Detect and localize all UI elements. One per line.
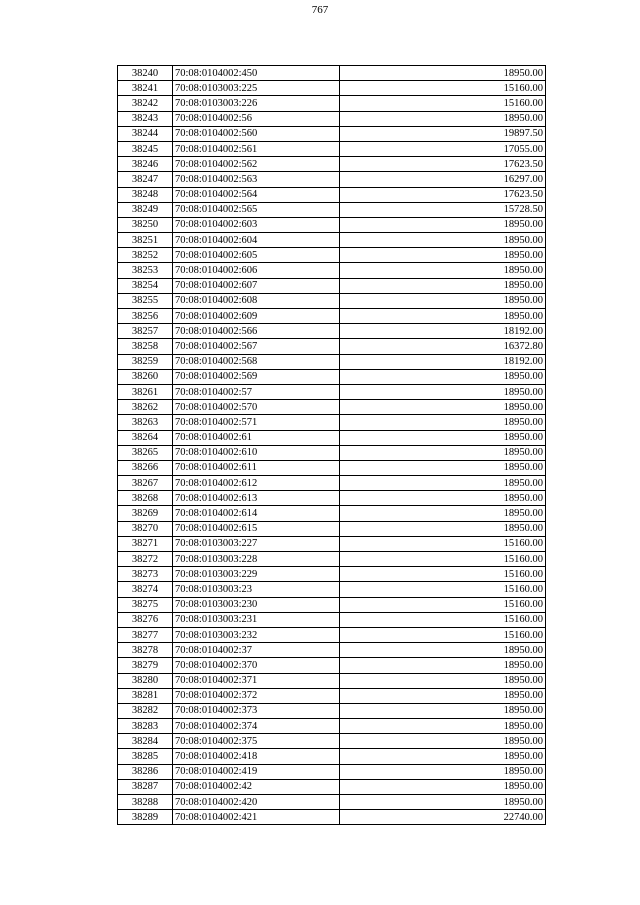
row-number-cell: 38260 <box>118 369 173 384</box>
row-number-cell: 38258 <box>118 339 173 354</box>
row-number-cell: 38242 <box>118 96 173 111</box>
value-cell: 18950.00 <box>340 795 546 810</box>
cadastral-number-cell: 70:08:0103003:226 <box>173 96 340 111</box>
row-number-cell: 38268 <box>118 491 173 506</box>
table-row <box>118 643 546 658</box>
cadastral-number-cell: 70:08:0104002:607 <box>173 278 340 293</box>
value-cell: 18950.00 <box>340 248 546 263</box>
table-row <box>118 81 546 96</box>
row-number-cell: 38240 <box>118 66 173 81</box>
row-number-cell: 38289 <box>118 810 173 825</box>
value-cell: 18950.00 <box>340 719 546 734</box>
registry-table-body <box>118 66 546 825</box>
table-row <box>118 202 546 217</box>
table-row <box>118 703 546 718</box>
cadastral-number-cell: 70:08:0104002:56 <box>173 111 340 126</box>
value-cell: 18192.00 <box>340 324 546 339</box>
value-cell: 18950.00 <box>340 263 546 278</box>
cadastral-number-cell: 70:08:0104002:374 <box>173 719 340 734</box>
row-number-cell: 38278 <box>118 643 173 658</box>
cadastral-number-cell: 70:08:0104002:419 <box>173 764 340 779</box>
table-row <box>118 339 546 354</box>
row-number-cell: 38287 <box>118 779 173 794</box>
value-cell: 15728.50 <box>340 202 546 217</box>
value-cell: 15160.00 <box>340 552 546 567</box>
cadastral-number-cell: 70:08:0104002:370 <box>173 658 340 673</box>
row-number-cell: 38252 <box>118 248 173 263</box>
cadastral-number-cell: 70:08:0104002:609 <box>173 309 340 324</box>
value-cell: 17623.50 <box>340 157 546 172</box>
value-cell: 18950.00 <box>340 703 546 718</box>
cadastral-number-cell: 70:08:0104002:450 <box>173 66 340 81</box>
row-number-cell: 38264 <box>118 430 173 445</box>
row-number-cell: 38241 <box>118 81 173 96</box>
table-row <box>118 521 546 536</box>
row-number-cell: 38247 <box>118 172 173 187</box>
value-cell: 18950.00 <box>340 309 546 324</box>
row-number-cell: 38248 <box>118 187 173 202</box>
table-row <box>118 552 546 567</box>
value-cell: 18950.00 <box>340 779 546 794</box>
table-row <box>118 445 546 460</box>
row-number-cell: 38277 <box>118 627 173 642</box>
table-row <box>118 187 546 202</box>
cadastral-number-cell: 70:08:0104002:372 <box>173 688 340 703</box>
registry-table <box>117 65 546 825</box>
table-row <box>118 612 546 627</box>
cadastral-number-cell: 70:08:0104002:604 <box>173 233 340 248</box>
cadastral-number-cell: 70:08:0103003:232 <box>173 627 340 642</box>
row-number-cell: 38275 <box>118 597 173 612</box>
table-row <box>118 673 546 688</box>
value-cell: 18950.00 <box>340 445 546 460</box>
row-number-cell: 38269 <box>118 506 173 521</box>
value-cell: 18950.00 <box>340 217 546 232</box>
value-cell: 18950.00 <box>340 506 546 521</box>
value-cell: 16372.80 <box>340 339 546 354</box>
row-number-cell: 38259 <box>118 354 173 369</box>
table-row <box>118 233 546 248</box>
row-number-cell: 38263 <box>118 415 173 430</box>
value-cell: 18950.00 <box>340 278 546 293</box>
table-row <box>118 779 546 794</box>
cadastral-number-cell: 70:08:0104002:569 <box>173 369 340 384</box>
row-number-cell: 38283 <box>118 719 173 734</box>
table-row <box>118 476 546 491</box>
value-cell: 18950.00 <box>340 400 546 415</box>
value-cell: 15160.00 <box>340 567 546 582</box>
table-row <box>118 384 546 399</box>
table-row <box>118 415 546 430</box>
table-row <box>118 354 546 369</box>
row-number-cell: 38257 <box>118 324 173 339</box>
row-number-cell: 38279 <box>118 658 173 673</box>
value-cell: 18950.00 <box>340 369 546 384</box>
table-row <box>118 597 546 612</box>
table-row <box>118 263 546 278</box>
value-cell: 18950.00 <box>340 643 546 658</box>
row-number-cell: 38246 <box>118 157 173 172</box>
row-number-cell: 38255 <box>118 293 173 308</box>
value-cell: 18950.00 <box>340 658 546 673</box>
cadastral-number-cell: 70:08:0104002:608 <box>173 293 340 308</box>
cadastral-number-cell: 70:08:0104002:613 <box>173 491 340 506</box>
value-cell: 18192.00 <box>340 354 546 369</box>
table-row <box>118 688 546 703</box>
table-row <box>118 369 546 384</box>
cadastral-number-cell: 70:08:0104002:615 <box>173 521 340 536</box>
value-cell: 18950.00 <box>340 415 546 430</box>
table-row <box>118 719 546 734</box>
row-number-cell: 38251 <box>118 233 173 248</box>
cadastral-number-cell: 70:08:0103003:229 <box>173 567 340 582</box>
cadastral-number-cell: 70:08:0103003:230 <box>173 597 340 612</box>
value-cell: 18950.00 <box>340 233 546 248</box>
value-cell: 18950.00 <box>340 476 546 491</box>
row-number-cell: 38254 <box>118 278 173 293</box>
cadastral-number-cell: 70:08:0104002:612 <box>173 476 340 491</box>
row-number-cell: 38280 <box>118 673 173 688</box>
cadastral-number-cell: 70:08:0103003:225 <box>173 81 340 96</box>
row-number-cell: 38270 <box>118 521 173 536</box>
table-row <box>118 795 546 810</box>
value-cell: 18950.00 <box>340 460 546 475</box>
table-row <box>118 309 546 324</box>
table-row <box>118 111 546 126</box>
table-row <box>118 96 546 111</box>
row-number-cell: 38261 <box>118 384 173 399</box>
table-row <box>118 536 546 551</box>
table-row <box>118 324 546 339</box>
cadastral-number-cell: 70:08:0104002:421 <box>173 810 340 825</box>
cadastral-number-cell: 70:08:0104002:371 <box>173 673 340 688</box>
value-cell: 18950.00 <box>340 491 546 506</box>
cadastral-number-cell: 70:08:0104002:614 <box>173 506 340 521</box>
table-row <box>118 810 546 825</box>
table-row <box>118 66 546 81</box>
value-cell: 15160.00 <box>340 81 546 96</box>
row-number-cell: 38245 <box>118 141 173 156</box>
value-cell: 18950.00 <box>340 734 546 749</box>
row-number-cell: 38272 <box>118 552 173 567</box>
value-cell: 18950.00 <box>340 749 546 764</box>
cadastral-number-cell: 70:08:0103003:23 <box>173 582 340 597</box>
row-number-cell: 38267 <box>118 476 173 491</box>
value-cell: 18950.00 <box>340 384 546 399</box>
row-number-cell: 38288 <box>118 795 173 810</box>
page-number: 767 <box>311 4 329 16</box>
value-cell: 18950.00 <box>340 111 546 126</box>
row-number-cell: 38262 <box>118 400 173 415</box>
row-number-cell: 38249 <box>118 202 173 217</box>
row-number-cell: 38274 <box>118 582 173 597</box>
value-cell: 19897.50 <box>340 126 546 141</box>
row-number-cell: 38282 <box>118 703 173 718</box>
row-number-cell: 38250 <box>118 217 173 232</box>
value-cell: 18950.00 <box>340 430 546 445</box>
cadastral-number-cell: 70:08:0104002:568 <box>173 354 340 369</box>
cadastral-number-cell: 70:08:0104002:570 <box>173 400 340 415</box>
table-row <box>118 567 546 582</box>
value-cell: 18950.00 <box>340 293 546 308</box>
table-row <box>118 172 546 187</box>
cadastral-number-cell: 70:08:0104002:603 <box>173 217 340 232</box>
cadastral-number-cell: 70:08:0104002:565 <box>173 202 340 217</box>
value-cell: 15160.00 <box>340 96 546 111</box>
cadastral-number-cell: 70:08:0104002:611 <box>173 460 340 475</box>
table-row <box>118 627 546 642</box>
cadastral-number-cell: 70:08:0104002:561 <box>173 141 340 156</box>
cadastral-number-cell: 70:08:0104002:571 <box>173 415 340 430</box>
value-cell: 15160.00 <box>340 536 546 551</box>
cadastral-number-cell: 70:08:0104002:563 <box>173 172 340 187</box>
row-number-cell: 38271 <box>118 536 173 551</box>
cadastral-number-cell: 70:08:0103003:231 <box>173 612 340 627</box>
row-number-cell: 38265 <box>118 445 173 460</box>
value-cell: 15160.00 <box>340 597 546 612</box>
value-cell: 17055.00 <box>340 141 546 156</box>
cadastral-number-cell: 70:08:0104002:605 <box>173 248 340 263</box>
table-row <box>118 506 546 521</box>
cadastral-number-cell: 70:08:0104002:420 <box>173 795 340 810</box>
table-row <box>118 141 546 156</box>
table-row <box>118 460 546 475</box>
value-cell: 18950.00 <box>340 688 546 703</box>
value-cell: 15160.00 <box>340 627 546 642</box>
value-cell: 18950.00 <box>340 673 546 688</box>
row-number-cell: 38276 <box>118 612 173 627</box>
value-cell: 16297.00 <box>340 172 546 187</box>
row-number-cell: 38243 <box>118 111 173 126</box>
cadastral-number-cell: 70:08:0104002:61 <box>173 430 340 445</box>
cadastral-number-cell: 70:08:0104002:560 <box>173 126 340 141</box>
row-number-cell: 38244 <box>118 126 173 141</box>
value-cell: 17623.50 <box>340 187 546 202</box>
table-row <box>118 734 546 749</box>
value-cell: 15160.00 <box>340 612 546 627</box>
cadastral-number-cell: 70:08:0104002:564 <box>173 187 340 202</box>
table-row <box>118 430 546 445</box>
row-number-cell: 38285 <box>118 749 173 764</box>
cadastral-number-cell: 70:08:0104002:566 <box>173 324 340 339</box>
cadastral-number-cell: 70:08:0104002:606 <box>173 263 340 278</box>
value-cell: 22740.00 <box>340 810 546 825</box>
cadastral-number-cell: 70:08:0103003:228 <box>173 552 340 567</box>
row-number-cell: 38281 <box>118 688 173 703</box>
table-row <box>118 157 546 172</box>
cadastral-number-cell: 70:08:0104002:418 <box>173 749 340 764</box>
value-cell: 18950.00 <box>340 521 546 536</box>
value-cell: 15160.00 <box>340 582 546 597</box>
cadastral-number-cell: 70:08:0104002:375 <box>173 734 340 749</box>
row-number-cell: 38286 <box>118 764 173 779</box>
value-cell: 18950.00 <box>340 764 546 779</box>
row-number-cell: 38273 <box>118 567 173 582</box>
row-number-cell: 38253 <box>118 263 173 278</box>
table-row <box>118 764 546 779</box>
table-row <box>118 749 546 764</box>
table-row <box>118 582 546 597</box>
table-row <box>118 278 546 293</box>
table-row <box>118 491 546 506</box>
row-number-cell: 38284 <box>118 734 173 749</box>
table-row <box>118 126 546 141</box>
row-number-cell: 38266 <box>118 460 173 475</box>
cadastral-number-cell: 70:08:0104002:57 <box>173 384 340 399</box>
cadastral-number-cell: 70:08:0104002:373 <box>173 703 340 718</box>
table-row <box>118 293 546 308</box>
cadastral-number-cell: 70:08:0104002:610 <box>173 445 340 460</box>
row-number-cell: 38256 <box>118 309 173 324</box>
cadastral-number-cell: 70:08:0104002:567 <box>173 339 340 354</box>
cadastral-number-cell: 70:08:0104002:42 <box>173 779 340 794</box>
table-row <box>118 217 546 232</box>
table-row <box>118 658 546 673</box>
table-row <box>118 400 546 415</box>
value-cell: 18950.00 <box>340 66 546 81</box>
cadastral-number-cell: 70:08:0104002:562 <box>173 157 340 172</box>
cadastral-number-cell: 70:08:0103003:227 <box>173 536 340 551</box>
table-row <box>118 248 546 263</box>
cadastral-number-cell: 70:08:0104002:37 <box>173 643 340 658</box>
